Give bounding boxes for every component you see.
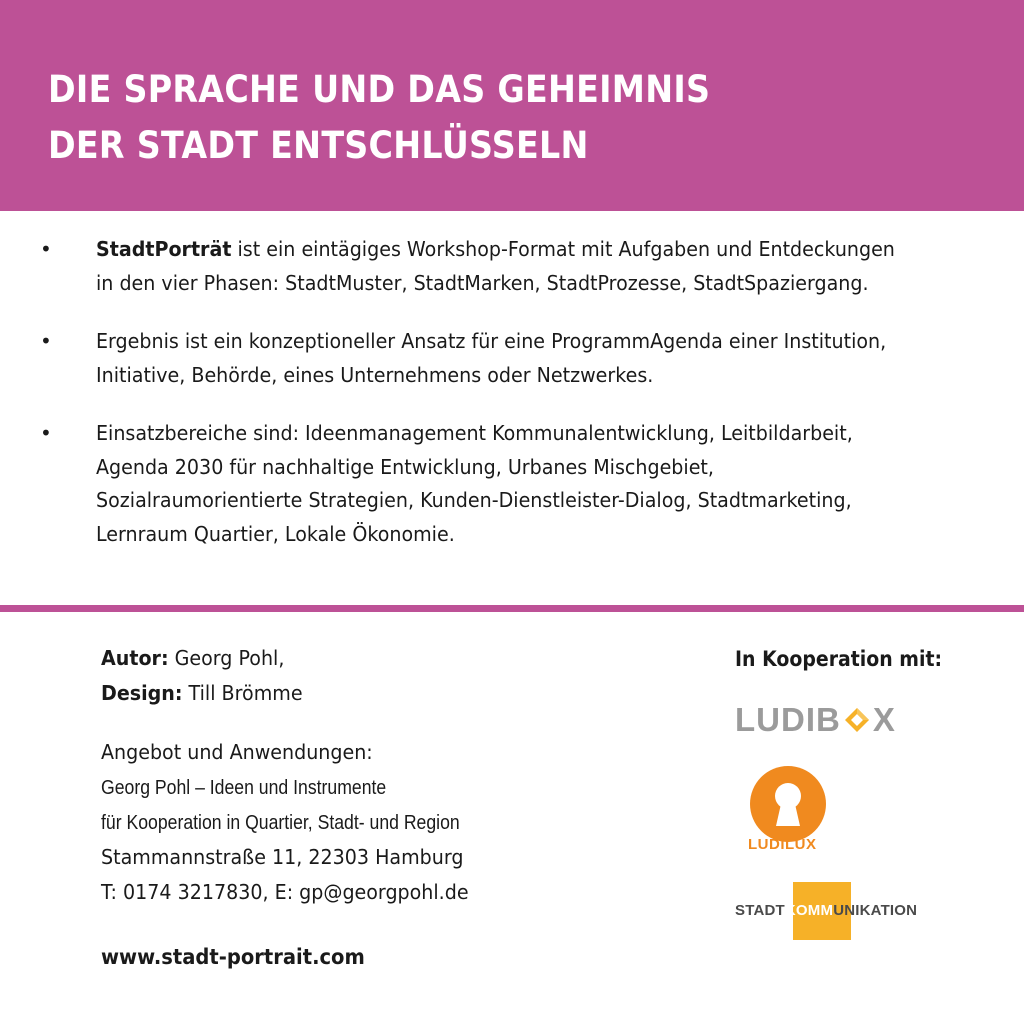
list-item — [0, 417, 1024, 551]
bullet-marker: • — [40, 329, 52, 353]
list-item — [0, 325, 1024, 392]
cooperation-heading: In Kooperation mit: — [735, 647, 943, 671]
stadtkommunikation-logo — [735, 882, 950, 940]
stadtkommunikation-wordmark: STADTKOMMUNIKATION — [735, 902, 918, 919]
section-divider — [0, 605, 1024, 612]
website-link[interactable]: www.stadt-portrait.com — [101, 945, 365, 969]
header-banner — [0, 0, 1024, 211]
list-item-text: Ergebnis ist ein konzeptioneller Ansatz für eine ProgrammAgenda einer Institution, Initiative, Behörde, eines Unternehmens oder Netzwerkes. — [96, 329, 887, 387]
contact-info: T: 0174 3217830, E: gp@georgpohl.de — [101, 880, 469, 904]
ludilux-wordmark: LUDILUX — [748, 836, 817, 853]
ludibox-cube-icon — [842, 705, 872, 735]
keyhole-icon — [750, 766, 826, 842]
list-item-text: Einsatzbereiche sind: Ideenmanagement Kommunalentwicklung, Leitbildarbeit, Agenda 2030 für nachhaltige Entwicklung, Urbanes Mischgebiet, Sozialraumorientierte Strategien, Kunden-Dienstleister-Dialog, Stadtmarketing, Lernraum Quartier, Lokale Ökonomie. — [96, 421, 853, 546]
credits-block — [101, 641, 518, 910]
design-line: Design: Till Brömme — [101, 681, 303, 705]
product-name: StadtPorträt — [96, 237, 232, 261]
bullet-list — [0, 233, 1024, 576]
ludilux-logo — [750, 766, 826, 842]
author-line: Autor: Georg Pohl, — [101, 646, 285, 670]
offer-heading: Angebot und Anwendungen: — [101, 740, 373, 764]
list-item-text: StadtPorträt ist ein eintägiges Workshop-Format mit Aufgaben und Entdeckungen in den vier Phasen: StadtMuster, StadtMarken, StadtProzesse, StadtSpaziergang. — [96, 237, 895, 295]
bullet-marker: • — [40, 237, 52, 261]
address: Stammannstraße 11, 22303 Hamburg — [101, 845, 464, 869]
page-title — [48, 62, 710, 174]
ludibox-logo: LUDIB X — [735, 701, 896, 738]
offer-line-1: Georg Pohl – Ideen und Instrumente — [101, 776, 387, 799]
offer-line-2: für Kooperation in Quartier, Stadt- und Region — [101, 811, 460, 834]
title-line-2: DER STADT ENTSCHLÜSSELN — [48, 124, 589, 167]
list-item — [0, 233, 1024, 300]
bullet-marker: • — [40, 421, 52, 445]
title-line-1: DIE SPRACHE UND DAS GEHEIMNIS — [48, 68, 711, 111]
